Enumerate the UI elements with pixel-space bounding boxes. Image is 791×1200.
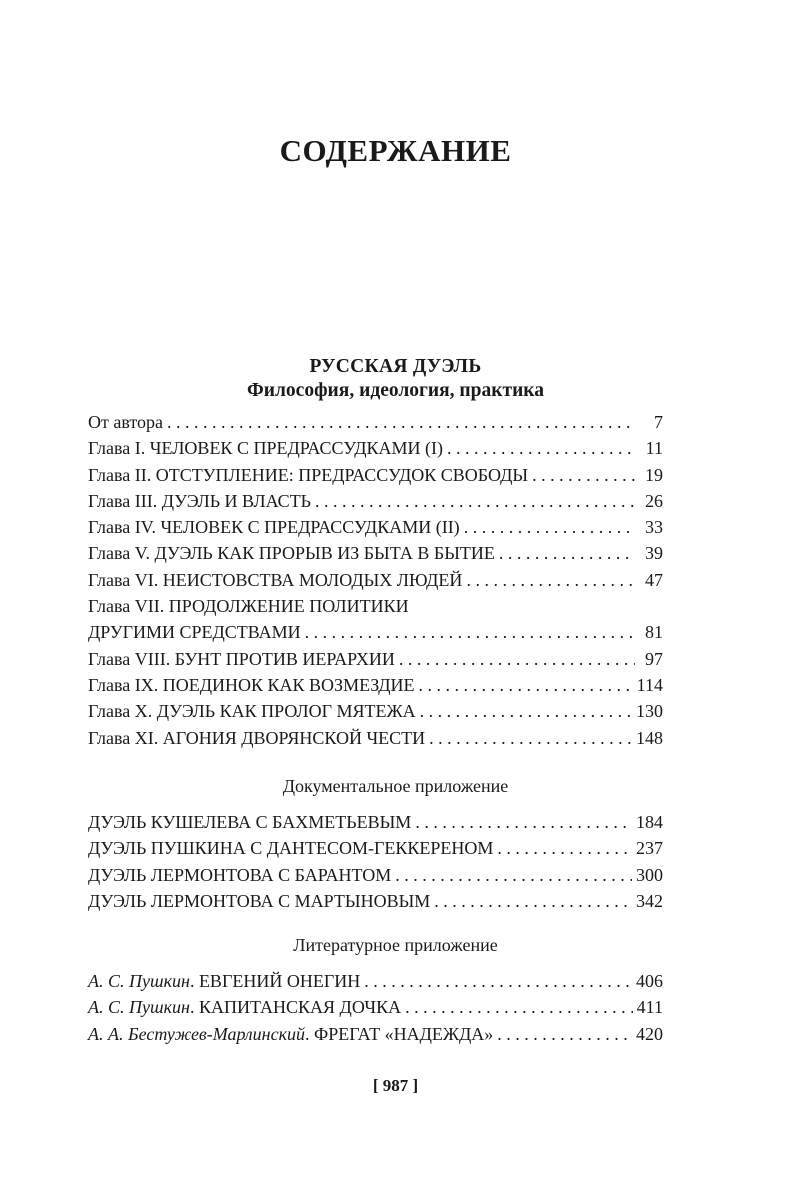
toc-entry-label: Глава IV. ЧЕЛОВЕК С ПРЕДРАССУДКАМИ (II) [88,517,460,538]
toc-entry-page: 130 [636,701,663,722]
dot-leader [532,462,635,488]
toc-entry-page: 406 [636,971,663,991]
toc-entry[interactable] [88,462,663,488]
dot-leader [466,567,635,593]
toc-entry-page: 411 [636,997,663,1018]
main-toc [88,409,663,751]
toc-entry-page: 114 [636,674,663,695]
dot-leader [419,672,633,698]
literary-heading: Литературное приложение [293,935,498,955]
toc-entry-page: 33 [645,517,663,538]
toc-entry[interactable] [88,514,663,540]
toc-entry-page: 81 [645,622,663,643]
toc-entry-label: Глава III. ДУЭЛЬ И ВЛАСТЬ [88,490,312,511]
toc-entry-page: 420 [636,1023,663,1044]
toc-entry-page: 39 [645,543,663,564]
toc-entry-page: 237 [636,838,663,859]
toc-entry-label: ДУЭЛЬ ЛЕРМОНТОВА С МАРТЫНОВЫМ [88,890,431,911]
dot-leader [429,725,632,751]
toc-entry-author: А. С. Пушкин [88,997,190,1018]
toc-entry-page: 97 [645,648,663,669]
toc-entry-label: Глава VIII. БУНТ ПРОТИВ ИЕРАРХИИ [88,648,395,669]
toc-entry-page: 19 [645,464,663,485]
toc-entry-label-line2: ДРУГИМИ СРЕДСТВАМИ [88,622,301,643]
dot-leader [315,488,635,514]
dot-leader [405,994,633,1020]
toc-entry-label: От автора [88,412,164,432]
toc-entry-label: Глава VI. НЕИСТОВСТВА МОЛОДЫХ ЛЮДЕЙ [88,569,463,590]
dot-leader [364,968,632,994]
page-number: [ 987 ] [372,1076,419,1095]
toc-entry-title: . ФРЕГАТ «НАДЕЖДА» [304,1023,494,1044]
toc-entry-label: Глава II. ОТСТУПЛЕНИЕ: ПРЕДРАССУДОК СВОБОДЫ [88,464,529,485]
toc-entry-title: . ЕВГЕНИЙ ОНЕГИН [189,971,361,991]
documentary-toc [88,809,663,914]
toc-entry-page: 184 [636,812,663,832]
toc-entry-page: 11 [645,438,663,459]
dot-leader [395,862,632,888]
toc-entry-page: 300 [636,864,663,885]
dot-leader [497,1021,632,1047]
dot-leader [305,619,635,645]
toc-entry-label: Глава XI. АГОНИЯ ДВОРЯНСКОЙ ЧЕСТИ [88,727,426,748]
toc-entry[interactable] [88,1021,663,1047]
dot-leader [415,809,632,835]
book-title: РУССКАЯ ДУЭЛЬ [309,356,482,377]
dot-leader [499,540,635,566]
toc-entry[interactable] [88,968,663,994]
toc-entry[interactable] [88,862,663,888]
toc-entry[interactable] [88,698,663,724]
toc-entry-page: 148 [636,727,663,748]
toc-entry-label: ДУЭЛЬ КУШЕЛЕВА С БАХМЕТЬЕВЫМ [88,812,412,832]
dot-leader [464,514,635,540]
dot-leader [167,409,635,435]
dot-leader [447,435,635,461]
toc-entry-page: 26 [645,490,663,511]
toc-entry-page: 7 [654,412,663,432]
dot-leader [399,646,635,672]
toc-entry[interactable] [88,646,663,672]
dot-leader [420,698,632,724]
toc-entry-multiline[interactable] [88,593,663,646]
toc-entry[interactable] [88,435,663,461]
toc-entry-page: 342 [636,890,663,911]
toc-entry-label: Глава X. ДУЭЛЬ КАК ПРОЛОГ МЯТЕЖА [88,701,416,722]
literary-toc [88,968,663,1047]
toc-entry[interactable] [88,888,663,914]
toc-entry-label: Глава I. ЧЕЛОВЕК С ПРЕДРАССУДКАМИ (I) [88,438,444,459]
toc-entry-label: Глава IX. ПОЕДИНОК КАК ВОЗМЕЗДИЕ [88,674,415,695]
toc-entry-author: А. С. Пушкин [88,971,190,991]
toc-entry[interactable] [88,672,663,698]
dot-leader [434,888,632,914]
toc-entry[interactable] [88,994,663,1020]
toc-entry[interactable] [88,835,663,861]
toc-entry-label [88,994,401,1020]
toc-entry[interactable] [88,809,663,835]
toc-entry-author: А. А. Бестужев-Марлинский [88,1023,305,1044]
toc-entry-label: ДУЭЛЬ ПУШКИНА С ДАНТЕСОМ-ГЕККЕРЕНОМ [88,838,494,859]
toc-entry[interactable] [88,409,663,435]
toc-entry-label [88,968,360,994]
toc-entry-label: ДУЭЛЬ ЛЕРМОНТОВА С БАРАНТОМ [88,864,392,885]
documentary-heading: Документальное приложение [282,776,509,796]
dot-leader [497,835,632,861]
toc-entry[interactable] [88,488,663,514]
toc-entry-label: Глава V. ДУЭЛЬ КАК ПРОРЫВ ИЗ БЫТА В БЫТИЕ [88,543,495,564]
book-subtitle: Философия, идеология, практика [246,380,544,401]
toc-entry-label [88,1021,493,1047]
page-title: СОДЕРЖАНИЕ [279,133,512,168]
toc-entry[interactable] [88,567,663,593]
toc-entry-title: . КАПИТАНСКАЯ ДОЧКА [189,997,402,1018]
toc-entry[interactable] [88,725,663,751]
toc-entry-label-line1: Глава VII. ПРОДОЛЖЕНИЕ ПОЛИТИКИ [88,596,409,617]
toc-entry-page: 47 [645,569,663,590]
toc-entry[interactable] [88,540,663,566]
